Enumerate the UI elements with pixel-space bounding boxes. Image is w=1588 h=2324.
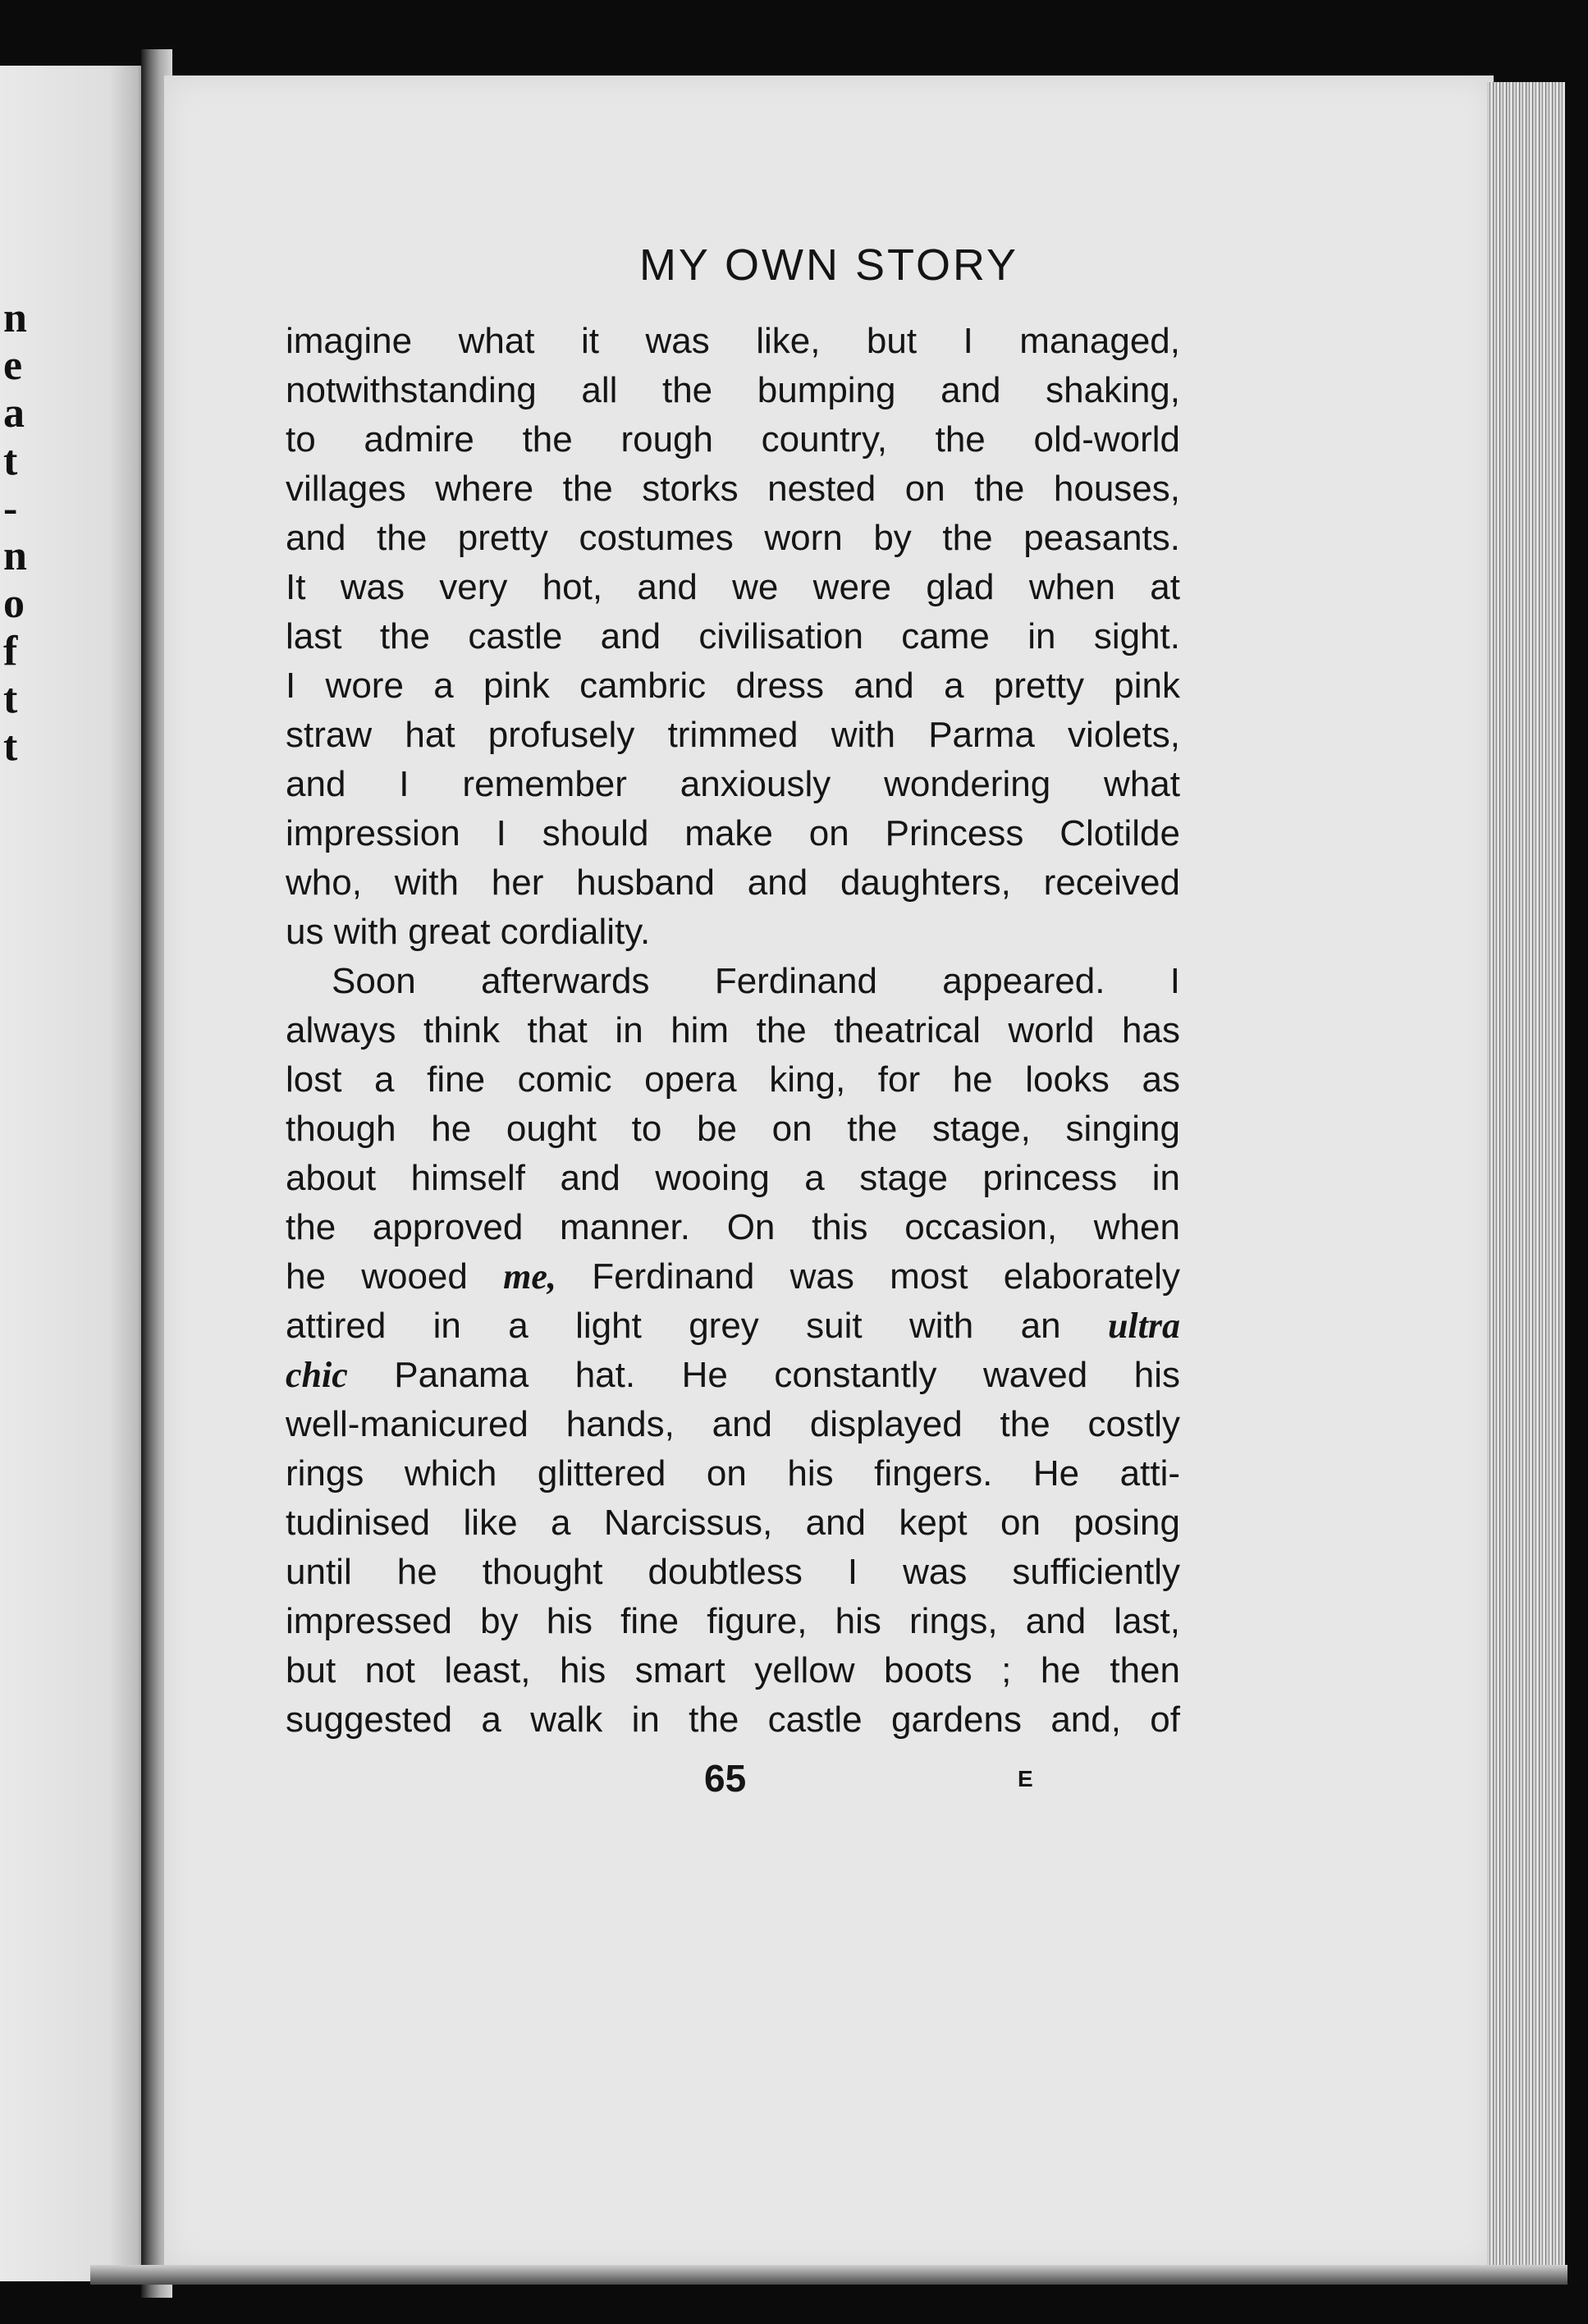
text-line: us with great cordiality. [286, 912, 651, 952]
text-segment: he wooed [286, 1256, 504, 1297]
margin-letter: a [3, 390, 25, 437]
text-line: Soon afterwards Ferdinand appeared. I [332, 961, 1180, 1001]
margin-letter: e [3, 342, 23, 389]
text-line [286, 1351, 1180, 1400]
text-line: always think that in him the theatrical world has [286, 1010, 1180, 1050]
text-line: and I remember anxiously wondering what [286, 764, 1180, 804]
text-line: tudinised like a Narcissus, and kept on posing [286, 1503, 1180, 1543]
text-line: to admire the rough country, the old-world [286, 419, 1180, 460]
text-line: notwithstanding all the bumping and shaking, [286, 370, 1180, 410]
italic-text: me, [503, 1256, 556, 1297]
text-line: well-manicured hands, and displayed the costly [286, 1404, 1180, 1444]
margin-letter: t [3, 675, 18, 722]
running-header: MY OWN STORY [638, 240, 1019, 290]
text-line: straw hat profusely trimmed with Parma violets, [286, 715, 1180, 755]
text-line: villages where the storks nested on the houses, [286, 469, 1180, 509]
italic-text: chic [286, 1355, 348, 1395]
page-number: 65 [704, 1757, 747, 1800]
margin-letter: n [3, 533, 27, 579]
text-line: impression I should make on Princess Clotilde [286, 813, 1180, 853]
text-line: I wore a pink cambric dress and a pretty pink [286, 666, 1180, 706]
text-line: the approved manner. On this occasion, when [286, 1207, 1180, 1247]
text-line [286, 1252, 1180, 1302]
facing-page-fragment [0, 66, 156, 2281]
margin-letter: - [3, 485, 18, 532]
page-edges [1487, 82, 1565, 2281]
text-line: who, with her husband and daughters, received [286, 862, 1180, 903]
margin-letter: o [3, 580, 25, 627]
margin-letter: t [3, 723, 18, 770]
margin-letter: f [3, 628, 18, 675]
text-line: impressed by his fine figure, his rings, and last, [286, 1601, 1180, 1641]
text-line: last the castle and civilisation came in sight. [286, 616, 1180, 656]
page-bottom-edge [90, 2265, 1567, 2285]
text-line: lost a fine comic opera king, for he looks as [286, 1059, 1180, 1100]
signature-mark: E [1018, 1766, 1033, 1791]
text-segment: Ferdinand was most elaborately [556, 1256, 1180, 1297]
text-line [286, 1302, 1180, 1351]
text-line: until he thought doubtless I was sufficiently [286, 1552, 1180, 1592]
text-segment: Panama hat. He constantly waved his [347, 1355, 1180, 1395]
margin-letter: n [3, 295, 27, 341]
text-line: but not least, his smart yellow boots ; he then [286, 1650, 1180, 1690]
margin-letter: t [3, 437, 18, 484]
italic-text: ultra [1107, 1306, 1180, 1346]
text-segment: attired in a light grey suit with an [286, 1306, 1108, 1346]
text-line: though he ought to be on the stage, singing [286, 1109, 1180, 1149]
text-line: suggested a walk in the castle gardens and, of [286, 1700, 1180, 1740]
text-line: and the pretty costumes worn by the peasants. [286, 518, 1180, 558]
text-line: imagine what it was like, but I managed, [286, 321, 1180, 361]
text-line: about himself and wooing a stage princess in [286, 1158, 1180, 1198]
text-line: It was very hot, and we were glad when at [286, 567, 1180, 607]
body-text [286, 317, 1180, 1745]
text-line: rings which glittered on his fingers. He atti- [286, 1453, 1180, 1494]
